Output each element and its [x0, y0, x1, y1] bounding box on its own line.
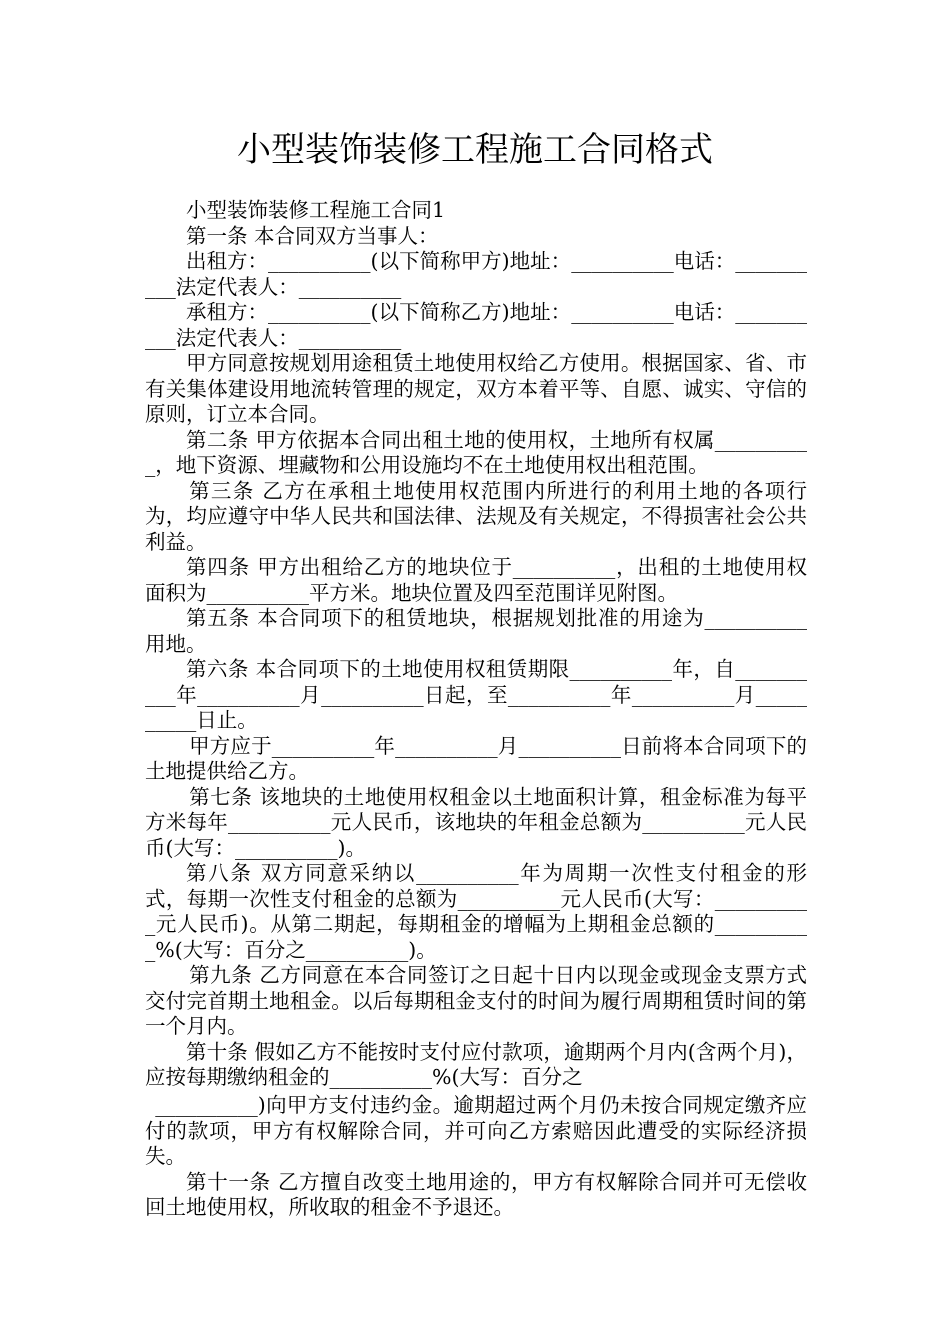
article-3: 第三条 乙方在承租土地使用权范围内所进行的利用土地的各项行为，均应遵守中华人民共和国法律、法规及有关规定，不得损害社会公共利益。: [145, 478, 807, 554]
article-7: 第七条 该地块的土地使用权租金以土地面积计算，租金标准为每平方米每年__________元人民币，该地块的年租金总额为__________元人民币(大写：__________)。: [145, 784, 807, 860]
article-6-delivery: 甲方应于__________年__________月__________日前将本合同项下的土地提供给乙方。: [145, 733, 807, 783]
article-1: 第一条 本合同双方当事人：: [186, 223, 439, 248]
contract-body-continued: [145, 1093, 807, 1221]
article-11: 第十一条 乙方擅自改变土地用途的，甲方有权解除合同并可无偿收回土地使用权，所收取的租金不予退还。: [145, 1169, 807, 1219]
article-5: 第五条 本合同项下的租赁地块，根据规划批准的用途为__________用地。: [145, 606, 807, 656]
lessor-info: 出租方：__________(以下简称甲方)地址：__________电话：__________法定代表人：__________: [145, 249, 807, 299]
document-title: 小型装饰装修工程施工合同格式: [237, 130, 713, 170]
article-10-continued: __________)向甲方支付违约金。逾期超过两个月仍未按合同规定缴齐应付的款项，甲方有权解除合同，并可向乙方索赔因此遭受的实际经济损失。: [145, 1093, 807, 1168]
article-8: 第八条 双方同意采纳以__________年为周期一次性支付租金的形式，每期一次性支付租金的总额为__________元人民币(大写：__________元人民币)。从第二期起，每期租金的增幅为上期租金总额的__________%(大写：百分之__________)。: [145, 861, 807, 962]
article-10: 第十条 假如乙方不能按时支付应付款项，逾期两个月内(含两个月)，应按每期缴纳租金的__________%(大写：百分之: [145, 1039, 807, 1089]
contract-heading: 小型装饰装修工程施工合同1: [186, 198, 446, 222]
article-2: 第二条 甲方依据本合同出租土地的使用权，土地所有权属__________，地下资源、埋藏物和公用设施均不在土地使用权出租范围。: [145, 427, 807, 477]
article-4: 第四条 甲方出租给乙方的地块位于__________，出租的土地使用权面积为__________平方米。地块位置及四至范围详见附图。: [145, 555, 807, 605]
contract-body: [145, 198, 807, 1091]
preamble-paragraph: 甲方同意按规划用途租赁土地使用权给乙方使用。根据国家、省、市有关集体建设用地流转管理的规定，双方本着平等、自愿、诚实、守信的原则，订立本合同。: [145, 351, 807, 426]
article-6: 第六条 本合同项下的土地使用权租赁期限__________年，自__________年__________月__________日起，至__________年__________月__________日止。: [145, 657, 807, 732]
lessee-info: 承租方：__________(以下简称乙方)地址：__________电话：__________法定代表人：__________: [145, 300, 807, 350]
article-9: 第九条 乙方同意在本合同签订之日起十日内以现金或现金支票方式交付完首期土地租金。以后每期租金支付的时间为履行周期租赁时间的第一个月内。: [145, 963, 807, 1038]
